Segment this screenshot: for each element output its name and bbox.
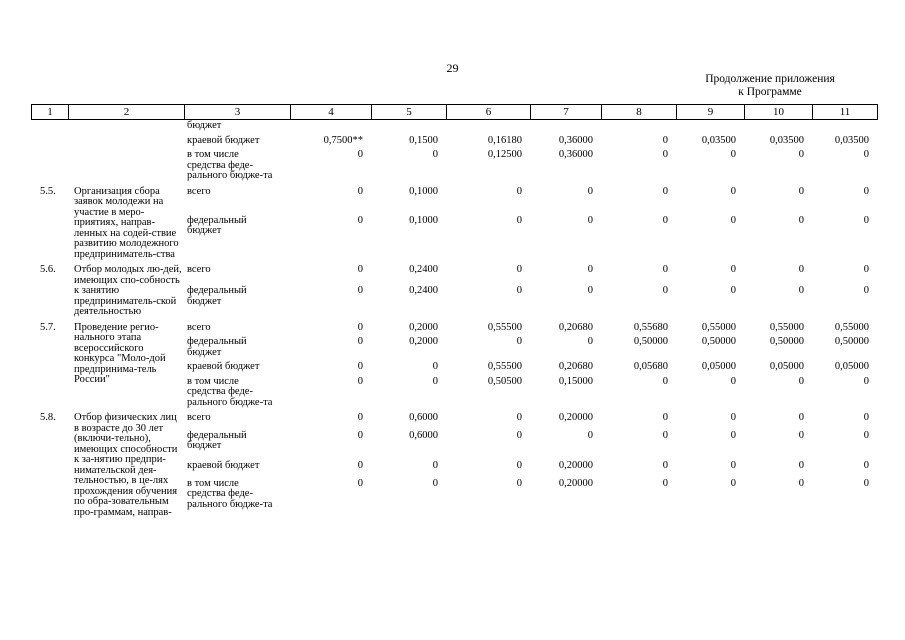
column-header-11: 11 (813, 105, 878, 120)
value-cell (446, 120, 530, 132)
value-cell: 0,05000 (701, 361, 736, 372)
value-cell (812, 120, 877, 132)
value-cell: 0 (662, 149, 668, 160)
value-cell: 0 (730, 214, 736, 226)
funding-source-text: всего (187, 264, 211, 275)
value-cell: 0 (516, 460, 522, 472)
value-cell: 0 (730, 185, 736, 197)
continuation-line-1: Продолжение приложения (705, 73, 835, 85)
value-cell: 0,20000 (558, 477, 593, 489)
value-cell: 0,2000 (409, 321, 438, 333)
activity-name (68, 146, 184, 182)
value-cell: 0 (730, 285, 736, 296)
value-cell: 0 (662, 460, 668, 472)
funding-source-text: федеральный бюджет (187, 285, 247, 307)
value-cell: 0 (798, 185, 804, 197)
value-cell: 0 (432, 477, 438, 489)
row-index: 5.5. (40, 185, 56, 197)
column-number-header (31, 104, 878, 120)
value-cell: 0 (357, 361, 363, 372)
funding-source (184, 132, 290, 147)
value-cell: 0 (357, 285, 363, 296)
funding-source (184, 408, 290, 427)
value-cell: 0 (357, 412, 363, 423)
value-cell: 0,05000 (834, 361, 869, 372)
value-cell: 0 (587, 429, 593, 441)
value-cell: 0 (516, 185, 522, 197)
value-cell: 0,03500 (834, 134, 869, 146)
value-cell: 0 (798, 214, 804, 226)
value-cell: 0 (662, 412, 668, 423)
value-cell: 0,55500 (487, 321, 522, 333)
funding-source (184, 457, 290, 475)
value-cell: 0 (662, 429, 668, 441)
funding-source-text: всего (187, 185, 211, 197)
value-cell: 0 (587, 336, 593, 347)
value-cell: 0,16180 (487, 134, 522, 146)
value-cell: 0 (662, 285, 668, 296)
page-number: 29 (446, 61, 459, 75)
value-cell: 0 (516, 412, 522, 423)
row-index (31, 358, 68, 373)
funding-source-text: федеральный бюджет (187, 429, 247, 452)
continuation-line-2: к Программе (738, 86, 802, 98)
continuation-label (690, 73, 850, 99)
value-cell: 0,36000 (558, 134, 593, 146)
funding-source (184, 475, 290, 518)
column-header-6: 6 (447, 105, 531, 120)
table-row (31, 260, 877, 282)
value-cell: 0,12500 (487, 149, 522, 160)
value-cell (371, 120, 446, 132)
row-index: 5.6. (40, 264, 56, 275)
value-cell: 0,7500** (323, 134, 363, 146)
funding-source-text: всего (187, 321, 211, 333)
column-header-9: 9 (677, 105, 745, 120)
value-cell: 0 (662, 134, 668, 146)
value-cell: 0,03500 (769, 134, 804, 146)
funding-source-text: федеральный бюджет (187, 336, 247, 358)
table-row (31, 318, 877, 334)
value-cell: 0 (357, 336, 363, 347)
value-cell: 0 (587, 264, 593, 275)
value-cell: 0 (357, 264, 363, 275)
funding-source-text: краевой бюджет (187, 460, 260, 472)
row-index: 5.7. (40, 321, 56, 333)
value-cell: 0,55500 (487, 361, 522, 372)
value-cell: 0 (432, 375, 438, 387)
row-index (31, 120, 68, 132)
value-cell: 0,50000 (701, 336, 736, 347)
value-cell: 0,05680 (633, 361, 668, 372)
row-index (31, 282, 68, 318)
funding-source (184, 120, 290, 132)
funding-source (184, 373, 290, 409)
value-cell: 0 (662, 264, 668, 275)
table-row (31, 132, 877, 147)
column-header-10: 10 (745, 105, 813, 120)
value-cell: 0 (516, 336, 522, 347)
value-cell: 0 (587, 185, 593, 197)
value-cell: 0 (730, 264, 736, 275)
value-cell (744, 120, 812, 132)
value-cell (601, 120, 676, 132)
activity-name: Проведение регио-нального этапа всероссийского конкурса "Моло-дой предпринима-тель России" (74, 321, 166, 385)
value-cell: 0 (432, 460, 438, 472)
value-cell: 0 (662, 375, 668, 387)
value-cell: 0 (863, 477, 869, 489)
value-cell: 0 (730, 477, 736, 489)
value-cell: 0 (357, 460, 363, 472)
funding-source (184, 318, 290, 334)
table-row (31, 182, 877, 212)
value-cell: 0 (516, 214, 522, 226)
funding-source (184, 358, 290, 373)
row-index (31, 373, 68, 409)
funding-source-text: в том числе средства феде-рального бюдже-та (187, 375, 273, 408)
value-cell: 0,55000 (701, 321, 736, 333)
column-header-7: 7 (531, 105, 602, 120)
column-header-4: 4 (291, 105, 372, 120)
column-header-1: 1 (32, 105, 69, 120)
value-cell: 0 (730, 429, 736, 441)
table-row (31, 120, 877, 132)
value-cell: 0 (863, 429, 869, 441)
value-cell: 0,6000 (409, 429, 438, 441)
value-cell: 0 (357, 375, 363, 387)
value-cell: 0 (798, 477, 804, 489)
value-cell: 0 (798, 264, 804, 275)
value-cell: 0,55000 (769, 321, 804, 333)
value-cell: 0,20680 (558, 361, 593, 372)
value-cell (676, 120, 744, 132)
value-cell: 0,36000 (558, 149, 593, 160)
funding-source (184, 427, 290, 457)
value-cell: 0 (432, 361, 438, 372)
row-index (31, 132, 68, 147)
value-cell: 0 (516, 429, 522, 441)
value-cell: 0,20680 (558, 321, 593, 333)
value-cell: 0 (432, 149, 438, 160)
value-cell: 0,15000 (558, 375, 593, 387)
value-cell: 0 (516, 264, 522, 275)
value-cell: 0 (863, 460, 869, 472)
value-cell: 0,1000 (409, 185, 438, 197)
value-cell: 0 (587, 214, 593, 226)
value-cell: 0,50000 (769, 336, 804, 347)
value-cell (530, 120, 601, 132)
value-cell: 0 (798, 429, 804, 441)
value-cell: 0,2400 (409, 285, 438, 296)
value-cell (290, 120, 371, 132)
funding-source (184, 333, 290, 358)
row-index (31, 333, 68, 358)
row-index (31, 146, 68, 182)
value-cell: 0,20000 (558, 460, 593, 472)
row-index (31, 212, 68, 260)
funding-source (184, 282, 290, 318)
value-cell: 0,55000 (834, 321, 869, 333)
value-cell: 0,50000 (834, 336, 869, 347)
value-cell: 0 (798, 460, 804, 472)
value-cell: 0 (357, 185, 363, 197)
funding-source-text: федеральный бюджет (187, 214, 247, 237)
value-cell: 0,2000 (409, 336, 438, 347)
funding-source-text: бюджет (187, 120, 222, 131)
value-cell: 0 (798, 412, 804, 423)
row-index (31, 457, 68, 475)
value-cell: 0 (863, 375, 869, 387)
value-cell: 0,05000 (769, 361, 804, 372)
activity-name (68, 132, 184, 147)
funding-source-text: краевой бюджет (187, 361, 260, 372)
row-index: 5.8. (40, 412, 56, 423)
value-cell: 0 (587, 285, 593, 296)
column-header-5: 5 (372, 105, 447, 120)
table-row (31, 408, 877, 427)
activity-name: Организация сбора заявок молодежи на участие в меро-приятиях, направ-ленных на содей-ствие развитию молодежного предприниматель-ства (74, 185, 179, 260)
value-cell: 0,1000 (409, 214, 438, 226)
value-cell: 0 (516, 285, 522, 296)
value-cell: 0 (357, 477, 363, 489)
value-cell: 0 (863, 185, 869, 197)
value-cell: 0 (730, 460, 736, 472)
funding-source (184, 212, 290, 260)
value-cell: 0 (863, 264, 869, 275)
row-index (31, 427, 68, 457)
column-header-2: 2 (69, 105, 185, 120)
funding-source-text: краевой бюджет (187, 134, 260, 146)
funding-source-text: в том числе средства феде-рального бюдже-та (187, 149, 273, 181)
table-row (31, 146, 877, 182)
value-cell: 0 (357, 214, 363, 226)
funding-table (31, 120, 877, 518)
value-cell: 0 (863, 285, 869, 296)
value-cell: 0 (357, 149, 363, 160)
activity-name: Отбор физических лиц в возрасте до 30 лет (включи-тельно), имеющих способности к за-нятию предпри-нимательской дея-тельностью, в це-лях прохождения обучения по обра-зовательным про-граммам, направ- (74, 412, 178, 518)
value-cell: 0,20000 (558, 412, 593, 423)
value-cell: 0,1500 (409, 134, 438, 146)
value-cell: 0,55680 (633, 321, 668, 333)
column-header-8: 8 (602, 105, 677, 120)
value-cell: 0 (662, 477, 668, 489)
value-cell: 0 (730, 375, 736, 387)
value-cell: 0,50500 (487, 375, 522, 387)
funding-source (184, 182, 290, 212)
value-cell: 0 (730, 412, 736, 423)
funding-source (184, 260, 290, 282)
value-cell: 0 (798, 285, 804, 296)
value-cell: 0,2400 (409, 264, 438, 275)
value-cell: 0 (863, 412, 869, 423)
value-cell: 0 (798, 149, 804, 160)
row-index (31, 475, 68, 518)
value-cell: 0 (662, 214, 668, 226)
value-cell: 0,50000 (633, 336, 668, 347)
value-cell: 0 (662, 185, 668, 197)
value-cell: 0 (730, 149, 736, 160)
value-cell: 0,03500 (701, 134, 736, 146)
column-header-3: 3 (185, 105, 291, 120)
activity-name: Отбор молодых лю-дей, имеющих спо-собность к занятию предприниматель-ской деятельностью (74, 264, 182, 317)
funding-source (184, 146, 290, 182)
funding-source-text: в том числе средства феде-рального бюдже-та (187, 477, 273, 510)
value-cell: 0 (357, 321, 363, 333)
activity-name (68, 120, 184, 132)
funding-source-text: всего (187, 412, 211, 423)
value-cell: 0 (863, 214, 869, 226)
value-cell: 0 (357, 429, 363, 441)
value-cell: 0 (863, 149, 869, 160)
value-cell: 0 (516, 477, 522, 489)
value-cell: 0,6000 (409, 412, 438, 423)
value-cell: 0 (798, 375, 804, 387)
